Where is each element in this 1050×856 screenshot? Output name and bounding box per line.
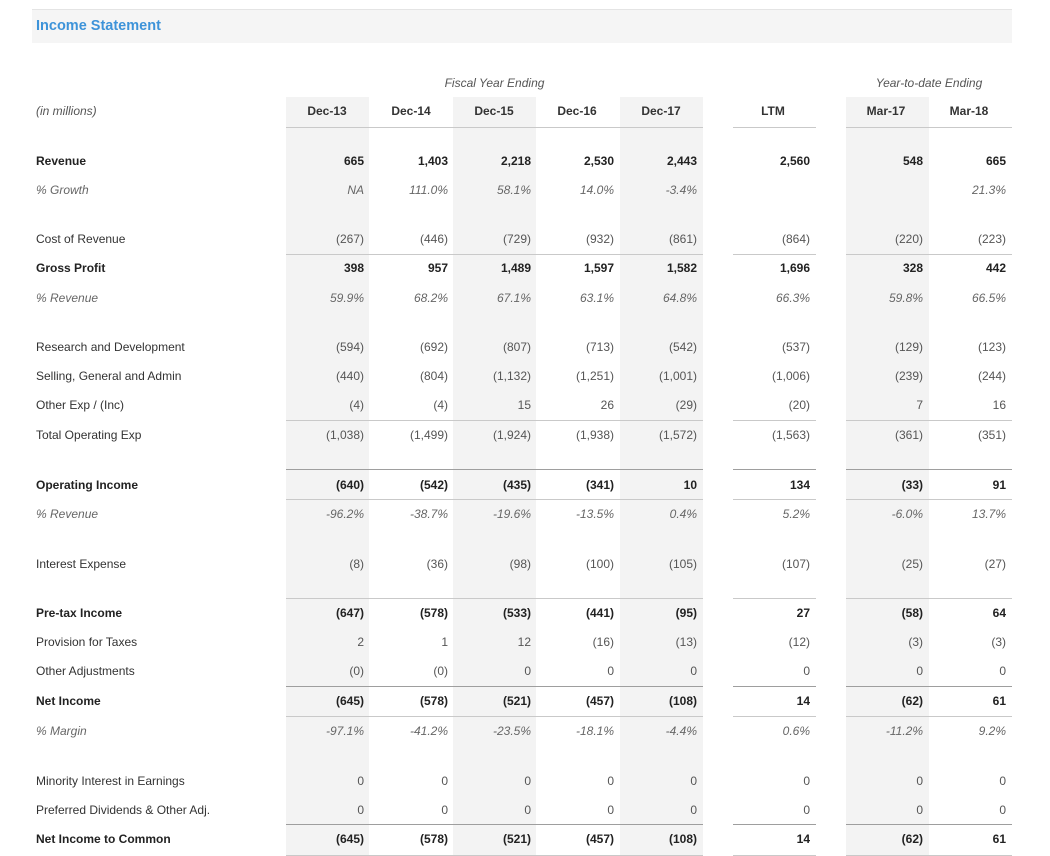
ytd-group-header: Year-to-date Ending (875, 76, 983, 90)
table-cell: (1,499) (409, 428, 448, 442)
table-cell: (239) (894, 369, 923, 383)
table-cell: (100) (585, 557, 614, 571)
rule-line (733, 499, 816, 500)
table-cell: 0 (524, 664, 531, 678)
table-cell: 0.4% (669, 507, 697, 521)
table-cell: (804) (419, 369, 448, 383)
table-cell: (0) (433, 664, 448, 678)
row-label: % Revenue (36, 507, 99, 521)
table-cell: (29) (675, 398, 697, 412)
table-cell: 27 (796, 606, 810, 620)
table-cell: 957 (427, 261, 448, 275)
table-cell: -6.0% (891, 507, 923, 521)
row-label: Other Adjustments (36, 664, 135, 678)
table-cell: (0) (349, 664, 364, 678)
table-cell: (27) (984, 557, 1006, 571)
table-cell: (361) (894, 428, 923, 442)
table-cell: 0 (607, 664, 614, 678)
table-cell: 0 (803, 774, 810, 788)
table-cell: -23.5% (492, 724, 531, 738)
rule-line (846, 420, 1012, 421)
row-label: Net Income to Common (36, 832, 171, 846)
table-cell: 61 (992, 694, 1006, 708)
table-cell: 0 (524, 803, 531, 817)
table-cell: (932) (585, 232, 614, 246)
table-cell: (1,924) (492, 428, 531, 442)
table-cell: (521) (502, 832, 531, 846)
column-header-dec-17: Dec-17 (641, 104, 681, 118)
table-cell: (542) (668, 340, 697, 354)
table-cell: (108) (668, 694, 697, 708)
table-cell: (861) (668, 232, 697, 246)
table-cell: 0 (916, 803, 923, 817)
table-cell: (864) (781, 232, 810, 246)
table-cell: 64.8% (662, 291, 697, 305)
table-cell: (729) (502, 232, 531, 246)
table-cell: (1,001) (658, 369, 697, 383)
table-cell: 2,218 (500, 154, 531, 168)
table-cell: 14 (796, 832, 810, 846)
table-cell: 328 (902, 261, 923, 275)
table-cell: (20) (788, 398, 810, 412)
row-label: % Margin (36, 724, 87, 738)
column-header-mar-18: Mar-18 (949, 104, 989, 118)
table-cell: 2,560 (779, 154, 810, 168)
column-header-dec-15: Dec-15 (474, 104, 514, 118)
table-cell: (692) (419, 340, 448, 354)
table-cell: 66.3% (775, 291, 810, 305)
table-cell: (3) (991, 635, 1006, 649)
table-cell: (105) (668, 557, 697, 571)
table-cell: (446) (419, 232, 448, 246)
row-label: % Growth (36, 183, 89, 197)
table-cell: (25) (901, 557, 923, 571)
table-cell: 665 (343, 154, 364, 168)
table-cell: 12 (517, 635, 531, 649)
table-cell: 0.6% (782, 724, 810, 738)
table-cell: (13) (675, 635, 697, 649)
rule-line (846, 716, 1012, 717)
row-label: % Revenue (36, 291, 99, 305)
rule-line (846, 824, 1012, 825)
table-cell: 7 (916, 398, 923, 412)
table-cell: (1,938) (575, 428, 614, 442)
title-bar (32, 9, 1012, 43)
table-cell: (1,572) (658, 428, 697, 442)
table-cell: (244) (977, 369, 1006, 383)
table-cell: 111.0% (409, 183, 448, 197)
table-cell: (223) (977, 232, 1006, 246)
table-cell: (440) (335, 369, 364, 383)
row-label: Research and Development (36, 340, 185, 354)
table-cell: (435) (502, 478, 531, 492)
table-cell: 0 (690, 774, 697, 788)
table-cell: 0 (916, 664, 923, 678)
table-cell: (8) (349, 557, 364, 571)
table-cell: (640) (335, 478, 364, 492)
table-cell: 61 (992, 832, 1006, 846)
rule-line (846, 127, 1012, 128)
table-cell: 66.5% (971, 291, 1006, 305)
table-cell: (521) (502, 694, 531, 708)
column-shade-dec-15 (453, 97, 536, 856)
rule-line (733, 127, 816, 128)
table-cell: 548 (902, 154, 923, 168)
row-label: Minority Interest in Earnings (36, 774, 185, 788)
table-cell: 1,403 (417, 154, 448, 168)
table-cell: 16 (992, 398, 1006, 412)
table-cell: (713) (585, 340, 614, 354)
table-cell: 2,443 (666, 154, 697, 168)
table-cell: 0 (607, 774, 614, 788)
table-cell: 0 (999, 803, 1006, 817)
table-cell: 0 (690, 664, 697, 678)
rule-line (733, 469, 816, 470)
table-cell: 10 (683, 478, 697, 492)
rule-line (286, 469, 703, 470)
rule-line (846, 469, 1012, 470)
table-cell: 67.1% (496, 291, 531, 305)
column-header-dec-14: Dec-14 (391, 104, 431, 118)
row-label: Net Income (36, 694, 101, 708)
table-cell: (1,132) (492, 369, 531, 383)
rule-line (733, 824, 816, 825)
column-header-ltm: LTM (761, 104, 785, 118)
table-cell: (267) (335, 232, 364, 246)
table-cell: 14 (796, 694, 810, 708)
row-label: Provision for Taxes (36, 635, 138, 649)
table-cell: (594) (335, 340, 364, 354)
row-label: Other Exp / (Inc) (36, 398, 125, 412)
table-cell: (12) (788, 635, 810, 649)
rule-line (286, 686, 703, 687)
rule-line (846, 598, 1012, 599)
table-cell: 1,597 (583, 261, 614, 275)
table-cell: (3) (908, 635, 923, 649)
table-cell: (58) (901, 606, 923, 620)
table-cell: (1,563) (771, 428, 810, 442)
table-cell: (4) (349, 398, 364, 412)
table-cell: 0 (357, 774, 364, 788)
row-label: Cost of Revenue (36, 232, 126, 246)
rule-line (286, 824, 703, 825)
row-label: Gross Profit (36, 261, 106, 275)
table-cell: (36) (426, 557, 448, 571)
table-cell: -41.2% (409, 724, 448, 738)
row-label: Selling, General and Admin (36, 369, 182, 383)
rule-line (733, 598, 816, 599)
table-cell: (647) (335, 606, 364, 620)
table-cell: 1,582 (666, 261, 697, 275)
table-cell: 442 (985, 261, 1006, 275)
table-cell: 0 (441, 774, 448, 788)
table-cell: (1,038) (325, 428, 364, 442)
table-cell: (4) (433, 398, 448, 412)
rule-line (733, 686, 816, 687)
table-cell: (16) (592, 635, 614, 649)
row-label: Pre-tax Income (36, 606, 123, 620)
rule-line (733, 420, 816, 421)
row-label: Operating Income (36, 478, 139, 492)
table-cell: -18.1% (575, 724, 614, 738)
table-cell: 59.8% (888, 291, 923, 305)
table-cell: (107) (781, 557, 810, 571)
table-cell: 68.2% (413, 291, 448, 305)
table-cell: 665 (985, 154, 1006, 168)
table-cell: (807) (502, 340, 531, 354)
table-cell: 134 (789, 478, 810, 492)
table-cell: 26 (600, 398, 614, 412)
table-cell: (1,006) (771, 369, 810, 383)
rule-line (286, 499, 703, 500)
table-cell: (108) (668, 832, 697, 846)
table-cell: -19.6% (492, 507, 531, 521)
table-cell: 0 (690, 803, 697, 817)
table-cell: -97.1% (325, 724, 364, 738)
table-cell: 5.2% (782, 507, 810, 521)
table-cell: (62) (901, 694, 923, 708)
table-cell: -11.2% (885, 724, 923, 738)
table-cell: 91 (992, 478, 1006, 492)
row-label: Total Operating Exp (36, 428, 142, 442)
table-cell: 398 (343, 261, 364, 275)
table-cell: 0 (607, 803, 614, 817)
table-cell: -96.2% (325, 507, 364, 521)
table-cell: 63.1% (579, 291, 614, 305)
row-label: Interest Expense (36, 557, 127, 571)
rule-line (286, 254, 703, 255)
rule-line (733, 254, 816, 255)
table-cell: (578) (419, 606, 448, 620)
table-cell: (645) (335, 832, 364, 846)
column-header-dec-13: Dec-13 (307, 104, 347, 118)
page-title: Income Statement (36, 18, 161, 34)
table-cell: (537) (781, 340, 810, 354)
row-label: Revenue (36, 154, 87, 168)
table-cell: (98) (509, 557, 531, 571)
table-cell: (533) (502, 606, 531, 620)
column-shade-dec-17 (620, 97, 703, 856)
table-cell: 21.3% (971, 183, 1006, 197)
table-cell: -38.7% (409, 507, 448, 521)
row-label: Preferred Dividends & Other Adj. (36, 803, 211, 817)
rule-line (286, 598, 703, 599)
rule-line (733, 716, 816, 717)
table-cell: (542) (419, 478, 448, 492)
table-cell: (220) (894, 232, 923, 246)
table-cell: (1,251) (575, 369, 614, 383)
table-cell: 15 (517, 398, 531, 412)
table-cell: (351) (977, 428, 1006, 442)
table-cell: 1,696 (779, 261, 810, 275)
table-cell: 2,530 (583, 154, 614, 168)
table-cell: (457) (585, 832, 614, 846)
table-cell: 0 (803, 803, 810, 817)
table-cell: (578) (419, 694, 448, 708)
table-cell: 13.7% (971, 507, 1006, 521)
units-label: (in millions) (36, 104, 97, 118)
column-shade-mar-17 (846, 97, 929, 856)
rule-line (846, 686, 1012, 687)
table-cell: 14.0% (579, 183, 614, 197)
rule-line (286, 127, 703, 128)
table-cell: (129) (894, 340, 923, 354)
table-cell: (95) (675, 606, 697, 620)
column-header-mar-17: Mar-17 (866, 104, 906, 118)
table-cell: 1 (441, 635, 448, 649)
rule-line (846, 499, 1012, 500)
table-cell: 64 (992, 606, 1006, 620)
table-cell: (457) (585, 694, 614, 708)
rule-line (846, 254, 1012, 255)
table-cell: NA (347, 183, 364, 197)
table-cell: (123) (977, 340, 1006, 354)
table-cell: (33) (901, 478, 923, 492)
rule-line (286, 716, 703, 717)
table-cell: -4.4% (665, 724, 697, 738)
table-cell: 0 (524, 774, 531, 788)
table-cell: (578) (419, 832, 448, 846)
table-cell: 59.9% (329, 291, 364, 305)
table-cell: 0 (357, 803, 364, 817)
table-cell: (62) (901, 832, 923, 846)
table-cell: 2 (357, 635, 364, 649)
rule-line (286, 420, 703, 421)
table-cell: -13.5% (575, 507, 614, 521)
table-cell: 0 (441, 803, 448, 817)
table-cell: 58.1% (496, 183, 531, 197)
table-cell: 0 (999, 664, 1006, 678)
fiscal-year-group-header: Fiscal Year Ending (444, 76, 545, 90)
column-shade-dec-13 (286, 97, 369, 856)
table-cell: 0 (916, 774, 923, 788)
table-cell: 0 (999, 774, 1006, 788)
table-cell: 9.2% (978, 724, 1006, 738)
column-header-dec-16: Dec-16 (557, 104, 597, 118)
table-cell: 0 (803, 664, 810, 678)
table-cell: (645) (335, 694, 364, 708)
table-cell: 1,489 (500, 261, 531, 275)
table-cell: (341) (585, 478, 614, 492)
table-cell: -3.4% (665, 183, 697, 197)
table-cell: (441) (585, 606, 614, 620)
